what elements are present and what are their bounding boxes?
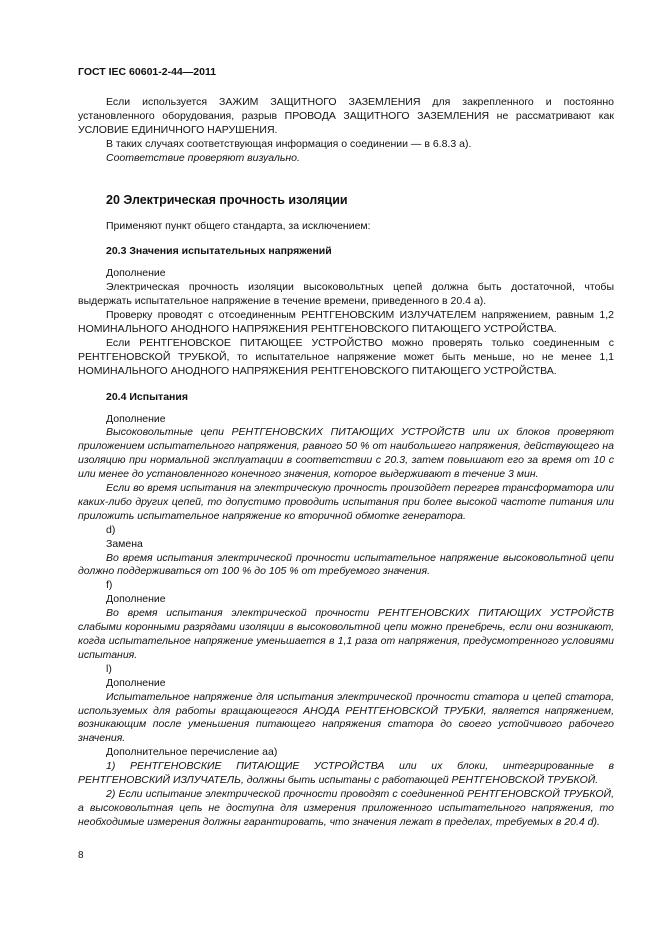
item-l-label: l) [106, 662, 112, 675]
clause-20-4-paragraph-1: Высоковольтные цепи РЕНТГЕНОВСКИХ ПИТАЮЩИХ УСТРОЙСТВ или их блоков проверяют приложением испытательного напряжения, равного 50 % от наибольшего напряжения, действующего на изоляцию при нормальной эксплуатации в соответствии с 20.3, затем повышают его за время от 10 с или менее до установленного конечного значения, которое выдерживают в течение 3 мин. [78, 426, 614, 481]
item-aa-2: 2) Если испытание электрической прочности проводят с соединенной РЕНТГЕНОВСКОЙ ТРУБКОЙ, а высоковольтная цепь не доступна для измерения приложенного испытательного напряжения, то необходимые измерения должны гарантировать, что значения лежат в пределах, требуемых в 20.4 d). [78, 787, 614, 828]
document-body [78, 96, 614, 830]
intro-paragraph-3: Соответствие проверяют визуально. [106, 151, 300, 164]
clause-20-3-title: 20.3 Значения испытательных напряжений [106, 245, 332, 258]
section-20-title: 20 Электрическая прочность изоляции [106, 192, 348, 207]
clause-20-4-addition: Дополнение [106, 412, 166, 425]
page-number: 8 [78, 850, 84, 861]
item-d-text: Во время испытания электрической прочности испытательное напряжение высоковольтной цепи должно поддерживаться от 100 % до 105 % от требуемого значения. [78, 551, 614, 578]
clause-20-3-addition: Дополнение [106, 267, 166, 280]
clause-20-3-paragraph-3: Если РЕНТГЕНОВСКОЕ ПИТАЮЩЕЕ УСТРОЙСТВО можно проверять только соединенным с РЕНТГЕНОВСКОЙ ТРУБКОЙ, то испытательное напряжение может быть меньше, но не менее 1,1 НОМИНАЛЬНОГО АНОДНОГО НАПРЯЖЕНИЯ РЕНТГЕНОВСКОГО ПИТАЮЩЕГО УСТРОЙСТВА. [78, 336, 614, 377]
section-20-lead: Применяют пункт общего стандарта, за исключением: [106, 219, 371, 232]
document-header: ГОСТ IEC 60601-2-44—2011 [78, 66, 217, 78]
item-aa-label: Дополнительное перечисление аа) [106, 746, 278, 759]
item-f-label: f) [106, 579, 113, 592]
clause-20-3-paragraph-2: Проверку проводят с отсоединенным РЕНТГЕНОВСКИМ ИЗЛУЧАТЕЛЕМ напряжением, равным 1,2 НОМИНАЛЬНОГО АНОДНОГО НАПРЯЖЕНИЯ РЕНТГЕНОВСКОГО ПИТАЮЩЕГО УСТРОЙСТВА. [78, 309, 614, 335]
item-d-subheading: Замена [106, 537, 143, 550]
clause-20-3-paragraph-1: Электрическая прочность изоляции высоковольтных цепей должна быть достаточной, чтобы выдержать испытательное напряжение в течение времени, приведенного в 20.4 а). [78, 281, 614, 308]
item-d-label: d) [106, 523, 116, 536]
item-l-subheading: Дополнение [106, 676, 166, 689]
intro-paragraph-1: Если используется ЗАЖИМ ЗАЩИТНОГО ЗАЗЕМЛЕНИЯ для закрепленного и постоянно установленного оборудования, разрыв ПРОВОДА ЗАЩИТНОГО ЗАЗЕМЛЕНИЯ не рассматривают как УСЛОВИЕ ЕДИНИЧНОГО НАРУШЕНИЯ. [78, 96, 614, 136]
item-f-subheading: Дополнение [106, 593, 166, 606]
clause-20-4-title: 20.4 Испытания [106, 390, 188, 403]
intro-paragraph-2: В таких случаях соответствующая информация о соединении — в 6.8.3 а). [106, 137, 472, 150]
item-aa-1: 1) РЕНТГЕНОВСКИЕ ПИТАЮЩИЕ УСТРОЙСТВА или их блоки, интегрированные в РЕНТГЕНОВСКИЙ ИЗЛУЧАТЕЛЬ, должны быть испытаны с работающей РЕНТГЕНОВСКОЙ ТРУБКОЙ. [78, 760, 614, 787]
item-f-text: Во время испытания электрической прочности РЕНТГЕНОВСКИХ ПИТАЮЩИХ УСТРОЙСТВ слабыми коронными разрядами изоляции в высоковольтной цепи можно пренебречь, если они возникают, когда испытательное напряжение уменьшается в 1,1 раза от напряжения, предусмотренного условиями испытания. [78, 607, 614, 661]
clause-20-4-paragraph-2: Если во время испытания на электрическую прочность произойдет перегрев трансформатора или каких-либо других цепей, то допустимо проводить испытания при более высокой частоте питания или приложить испытательное напряжение ко вторичной обмотке генератора. [78, 482, 614, 522]
item-l-text: Испытательное напряжение для испытания электрической прочности статора и цепей статора, используемых для работы вращающегося АНОДА РЕНТГЕНОВСКОЙ ТРУБКИ, является напряжением, возникающим после уменьшения питающего напряжения статора до своего устойчивого рабочего значения. [78, 690, 614, 745]
